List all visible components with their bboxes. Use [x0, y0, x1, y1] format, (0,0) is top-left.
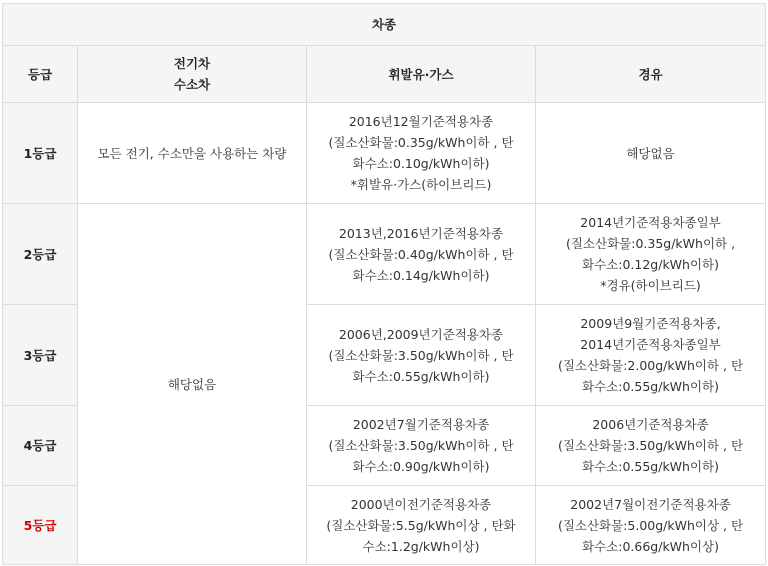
grade-cell: 3등급	[3, 305, 78, 406]
cell-line: 2002년7월이전기준적용차종	[570, 496, 731, 512]
cell-line: 2013년,2016년기준적용차종	[338, 225, 504, 241]
cell-line: (질소산화물:2.00g/kWh이하 , 탄	[557, 358, 744, 373]
cell-line: 2014년기준적용차종일부	[580, 337, 721, 352]
grade-cell: 4등급	[3, 406, 78, 486]
table-row	[3, 204, 766, 305]
cell-line: 2002년7월기준적용차종	[352, 417, 490, 432]
cell-line: (질소산화물:3.50g/kWh이하 , 탄	[557, 438, 744, 453]
cell-line: 화수소:0.14g/kWh이하)	[352, 267, 490, 283]
cell-line: 해당없음	[626, 145, 675, 161]
diesel-cell	[536, 103, 766, 204]
cell-line: 2000년이전기준적용차종	[350, 496, 492, 512]
cell-line: (질소산화물:0.35g/kWh이하 ,	[565, 236, 736, 251]
gas-cell	[307, 103, 536, 204]
cell-line: 2006년기준적용차종	[592, 417, 709, 432]
cell-line: (질소산화물:5.00g/kWh이상 , 탄	[557, 517, 744, 533]
cell-line: 2016년12월기준적용차종	[348, 114, 494, 129]
header-diesel: 경유	[536, 46, 766, 103]
grade-cell: 1등급	[3, 103, 78, 204]
cell-line: 2009년9월기준적용차종,	[580, 316, 721, 331]
header-gasoline-gas: 휘발유·가스	[307, 46, 536, 103]
emission-grade-table	[2, 3, 766, 565]
diesel-cell	[536, 406, 766, 486]
cell-line: (질소산화물:3.50g/kWh이하 , 탄	[328, 347, 514, 363]
cell-line: (질소산화물:0.40g/kWh이하 , 탄	[328, 246, 514, 262]
gas-cell	[307, 305, 536, 406]
ev-cell: 모든 전기, 수소만을 사용하는 차량	[78, 103, 307, 204]
table-row	[3, 103, 766, 204]
cell-line: *휘발유·가스(하이브리드)	[350, 177, 492, 192]
cell-line: 화수소:0.55g/kWh이하)	[582, 459, 719, 474]
gas-cell	[307, 204, 536, 305]
cell-line: (질소산화물:5.5g/kWh이상 , 탄화	[326, 517, 516, 533]
cell-line: (질소산화물:0.35g/kWh이하 , 탄	[328, 135, 514, 150]
grade-cell: 2등급	[3, 204, 78, 305]
cell-line: 2014년기준적용차종일부	[580, 215, 721, 230]
grade-cell: 5등급	[3, 486, 78, 565]
gas-cell	[307, 486, 536, 565]
header-hydrogen-label: 수소차	[173, 77, 211, 92]
cell-line: 화수소:0.90g/kWh이하)	[352, 459, 490, 474]
cell-line: (질소산화물:3.50g/kWh이하 , 탄	[328, 438, 514, 453]
ev-merged-cell: 해당없음	[78, 204, 307, 565]
gas-cell	[307, 406, 536, 486]
cell-line: 2006년,2009년기준적용차종	[338, 326, 504, 342]
diesel-cell	[536, 486, 766, 565]
diesel-cell	[536, 305, 766, 406]
table-title: 차종	[3, 4, 766, 46]
cell-line: *경유(하이브리드)	[600, 278, 701, 293]
cell-line: 화수소:0.12g/kWh이하)	[582, 257, 719, 272]
cell-line: 화수소:0.66g/kWh이상)	[582, 538, 719, 554]
cell-line: 화수소:0.10g/kWh이하)	[352, 156, 490, 171]
cell-line: 수소:1.2g/kWh이상)	[362, 538, 480, 554]
cell-line: 화수소:0.55g/kWh이하)	[352, 368, 490, 384]
cell-line: 화수소:0.55g/kWh이하)	[582, 379, 719, 394]
header-ev-label: 전기차	[173, 56, 211, 71]
diesel-cell	[536, 204, 766, 305]
header-ev-hydrogen	[78, 46, 307, 103]
header-grade: 등급	[3, 46, 78, 103]
